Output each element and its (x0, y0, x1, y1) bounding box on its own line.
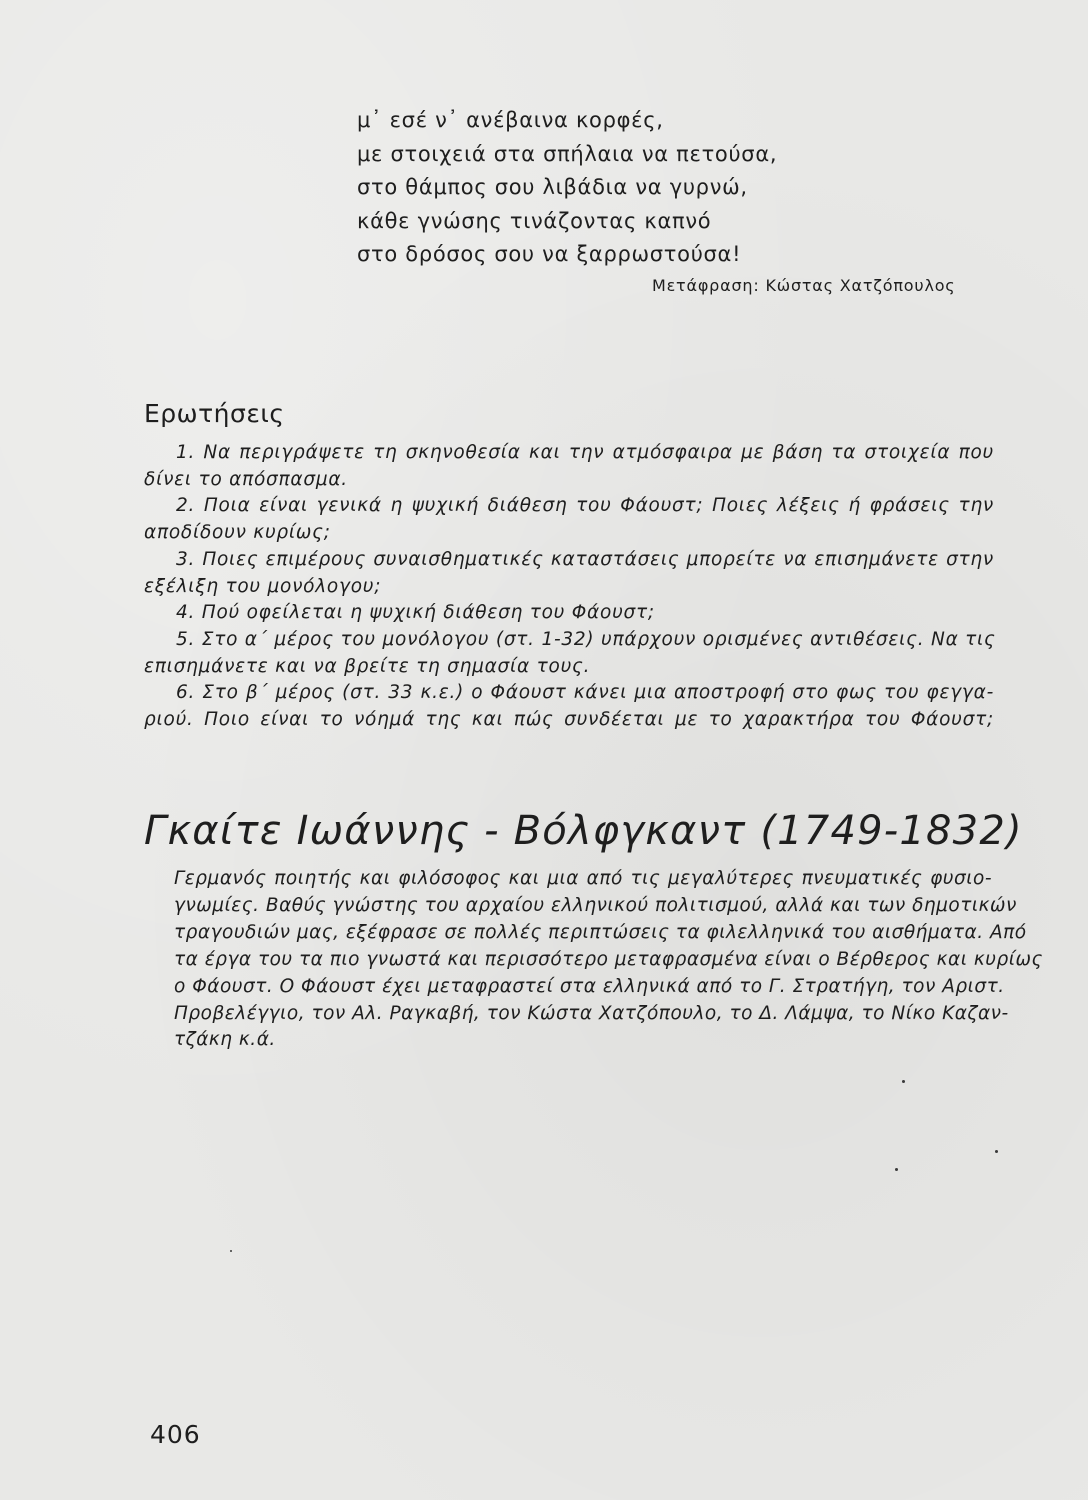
biography-line: τζάκη κ.ά. (174, 1029, 276, 1051)
print-speck (230, 1250, 232, 1252)
biography-line: τα έργα του τα πιο γνωστά και περισσότερο μεταφρασμένα είναι ο Βέρθερος και κυρίως (174, 948, 1043, 970)
biography-line: Προβελέγγιο, τον Αλ. Ραγκαβή, τον Κώστα Χατζόπουλο, το Δ. Λάμψα, το Νίκο Καζαν- (174, 1002, 1009, 1024)
print-speck (902, 1080, 905, 1083)
question-line: αποδίδουν κυρίως; (144, 522, 331, 544)
biography-line: τραγουδιών μας, εξέφρασε σε πολλές περιπτώσεις τα φιλελληνικά του αισθήματα. Από (174, 921, 1027, 943)
print-speck (995, 1150, 998, 1153)
questions-heading: Ερωτήσεις (144, 399, 285, 428)
poem-line: στο θάμπος σου λιβάδια να γυρνώ, (357, 175, 748, 199)
biography-text (174, 866, 1043, 1054)
question-line: 2. Ποια είναι γενικά η ψυχική διάθεση του Φάουστ; Ποιες λέξεις ή φράσεις την (176, 495, 994, 517)
question-line: 5. Στο α΄ μέρος του μονόλογου (στ. 1-32) υπάρχουν ορισμένες αντιθέσεις. Να τις (176, 628, 996, 650)
question-line: 4. Πού οφείλεται η ψυχική διάθεση του Φάουστ; (176, 602, 655, 624)
poem-line: στο δρόσος σου να ξαρρωστούσα! (357, 242, 742, 266)
question-line: 3. Ποιες επιμέρους συναισθηματικές καταστάσεις μπορείτε να επισημάνετε στην (176, 548, 994, 570)
question-line: επισημάνετε και να βρείτε τη σημασία τους. (144, 655, 591, 677)
biography-line: γνωμίες. Βαθύς γνώστης του αρχαίου ελληνικού πολιτισμού, αλλά και των δημοτικών (174, 894, 1017, 916)
poem-line: μ᾽ εσέ ν᾽ ανέβαινα κορφές, (357, 108, 664, 132)
biography-heading: Γκαίτε Ιωάννης - Βόλφγκαντ (1749-1832) (144, 808, 1023, 854)
biography-line: Γερμανός ποιητής και φιλόσοφος και μια από τις μεγαλύτερες πνευματικές φυσιο- (174, 868, 992, 889)
translator-credit: Μετάφραση: Κώστας Χατζόπουλος (652, 276, 956, 295)
question-line: δίνει το απόσπασμα. (144, 468, 348, 490)
poem-line: με στοιχειά στα σπήλαια να πετούσα, (357, 141, 778, 166)
question-line: ριού. Ποιο είναι το νόημά της και πώς συνδέεται με το χαρακτήρα του Φάουστ; (144, 709, 994, 731)
question-line: εξέλιξη του μονόλογου; (144, 575, 382, 597)
questions-list (144, 440, 994, 734)
poem-line: κάθε γνώσης τινάζοντας καπνό (357, 208, 712, 233)
biography-line: ο Φάουστ. Ο Φάουστ έχει μεταφραστεί στα ελληνικά από το Γ. Στρατήγη, τον Αριστ. (174, 975, 1005, 997)
question-line: 1. Να περιγράψετε τη σκηνοθεσία και την ατμόσφαιρα με βάση τα στοιχεία που (176, 442, 994, 463)
poem-excerpt (357, 104, 997, 272)
question-line: 6. Στο β΄ μέρος (στ. 33 κ.ε.) ο Φάουστ κάνει μια αποστροφή στο φως του φεγγα- (176, 682, 994, 704)
print-speck (895, 1168, 898, 1171)
page-number: 406 (150, 1420, 201, 1449)
